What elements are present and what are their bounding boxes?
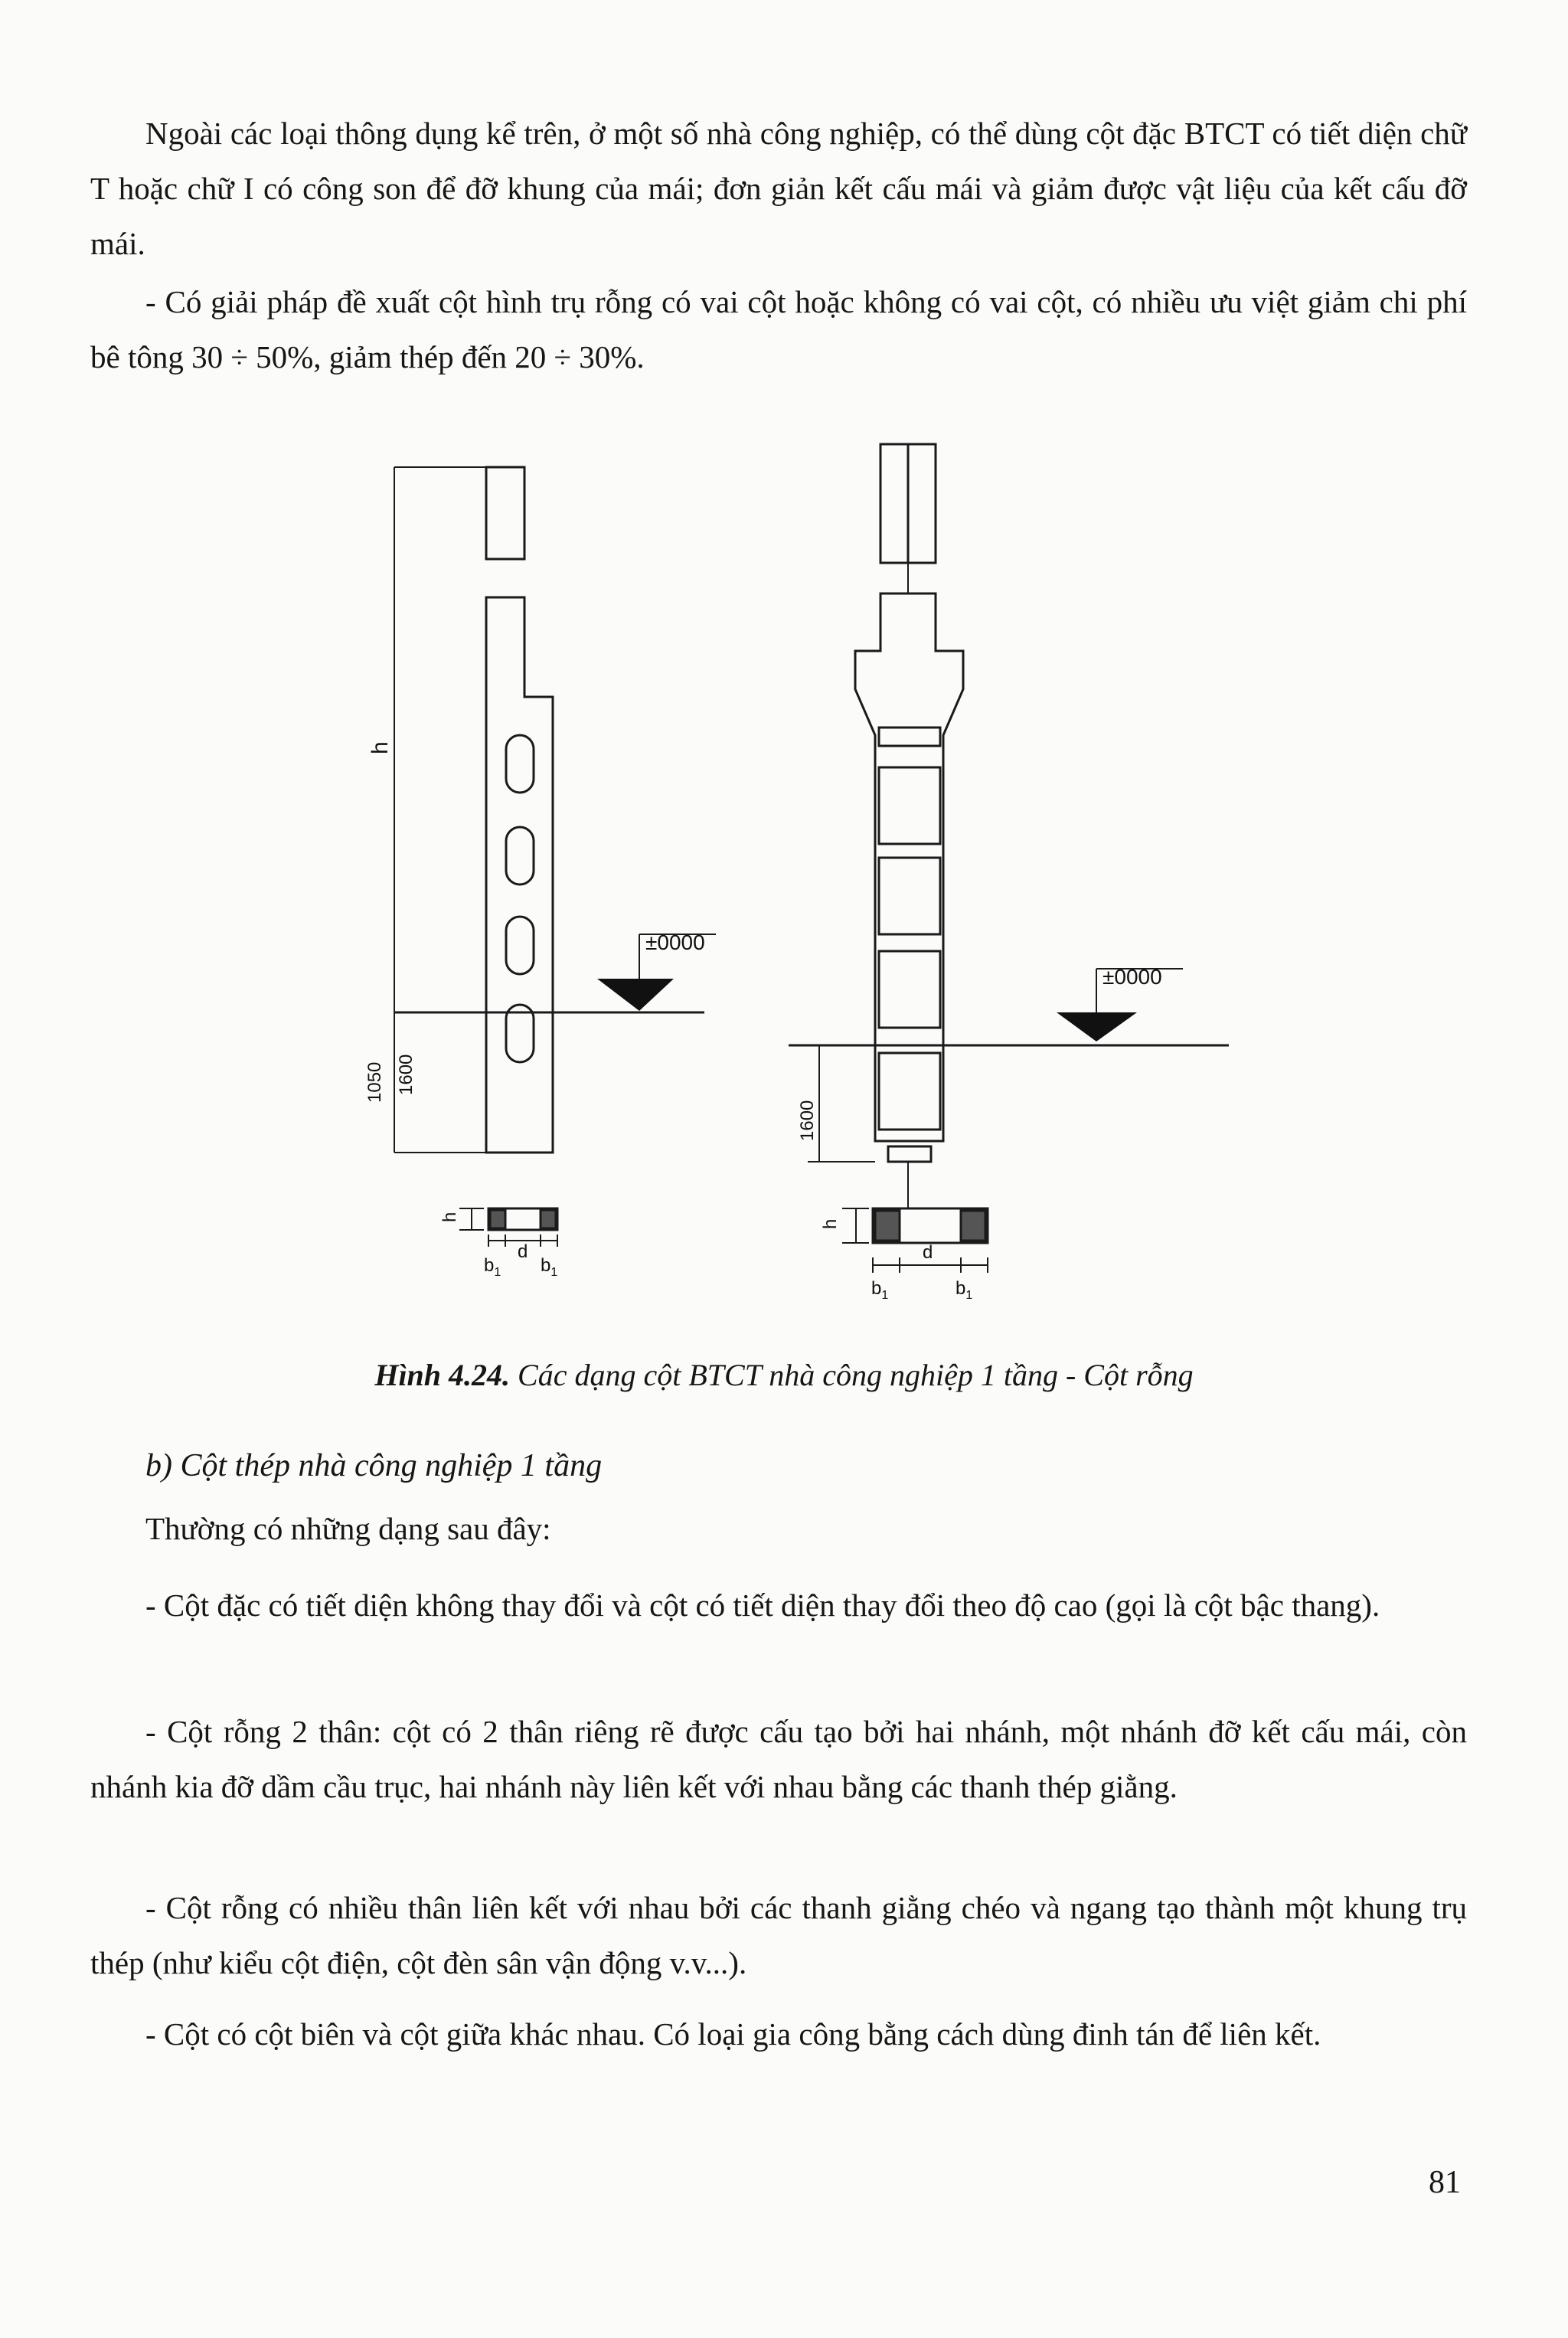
- left-section-d-label: d: [518, 1241, 528, 1262]
- right-section-d-label: d: [923, 1242, 933, 1263]
- left-level-label: ±0000: [645, 930, 705, 954]
- right-column-opening: [879, 858, 940, 934]
- page-number: 81: [1429, 2165, 1461, 2200]
- right-column-opening: [879, 951, 940, 1028]
- left-dim-h-label: h: [368, 741, 393, 754]
- figure-hollow-columns: [0, 429, 1568, 1325]
- paragraph-solid-columns: - Cột đặc có tiết diện không thay đổi và cột có tiết diện thay đổi theo độ cao (gọi là cột bậc thang).: [145, 1588, 1380, 1623]
- right-column-drawing: [789, 444, 1229, 1273]
- right-level-label: ±0000: [1102, 965, 1162, 989]
- right-level-triangle: [1057, 1012, 1137, 1041]
- figure-caption: [0, 1357, 1568, 1393]
- left-dim-1600-label: 1600: [396, 1054, 416, 1095]
- left-section-h-label: h: [439, 1212, 460, 1222]
- left-column-opening: [506, 735, 534, 793]
- right-dim-1600-label: 1600: [797, 1100, 818, 1141]
- left-dim-1050-label: 1050: [364, 1061, 385, 1103]
- left-column-opening: [506, 827, 534, 885]
- left-section-flange: [541, 1210, 556, 1228]
- left-section-flange: [490, 1210, 505, 1228]
- right-column-opening-small: [879, 728, 940, 746]
- right-section-b1-right: $b_1$: [956, 1278, 973, 1302]
- right-section-h-label: h: [820, 1218, 841, 1229]
- left-column-body: [486, 597, 553, 1153]
- column-drawing: [0, 429, 1568, 1325]
- left-section-b1-left: $b_1$: [484, 1255, 501, 1279]
- paragraph-two-branch-columns: - Cột rỗng 2 thân: cột có 2 thân riêng rẽ được cấu tạo bởi hai nhánh, một nhánh đỡ kết cấu mái, còn nhánh kia đỡ dầm cầu trục, hai nhánh này liên kết với nhau bằng các thanh thép giằng.: [90, 1714, 1467, 1804]
- left-column-opening: [506, 917, 534, 974]
- figure-number: Hình 4.24.: [374, 1358, 511, 1392]
- left-section-b1-right: $b_1$: [541, 1255, 558, 1279]
- right-column-opening: [879, 767, 940, 844]
- paragraph-edge-middle-columns: - Cột có cột biên và cột giữa khác nhau. Có loại gia công bằng cách dùng đinh tán để liên kết.: [145, 2016, 1321, 2052]
- paragraph-multi-branch-columns: - Cột rỗng có nhiều thân liên kết với nhau bởi các thanh giằng chéo và ngang tạo thành một khung trụ thép (như kiểu cột điện, cột đèn sân vận động v.v...).: [90, 1890, 1467, 1980]
- paragraph-intro: Ngoài các loại thông dụng kể trên, ở một số nhà công nghiệp, có thể dùng cột đặc BTCT có tiết diện chữ T hoặc chữ I có công son để đỡ khung của mái; đơn giản kết cấu mái và giảm được vật liệu của kết cấu đỡ mái.: [90, 116, 1467, 261]
- section-subheading: b) Cột thép nhà công nghiệp 1 tầng: [145, 1448, 603, 1483]
- right-section-flange: [875, 1211, 900, 1241]
- left-column-top-block: [486, 467, 524, 559]
- figure-caption-text: Các dạng cột BTCT nhà công nghiệp 1 tầng - Cột rỗng: [510, 1358, 1194, 1392]
- right-column-body: [855, 593, 963, 1141]
- left-level-triangle: [597, 979, 674, 1011]
- right-column-base-joint: [888, 1146, 931, 1162]
- right-section-b1-left: $b_1$: [871, 1278, 889, 1302]
- right-column-opening: [879, 1053, 940, 1130]
- left-column-drawing: [394, 467, 716, 1247]
- paragraph-forms-intro: Thường có những dạng sau đây:: [145, 1511, 551, 1546]
- right-section-flange: [961, 1211, 985, 1241]
- paragraph-hollow-column: - Có giải pháp đề xuất cột hình trụ rỗng có vai cột hoặc không có vai cột, có nhiều ưu việt giảm chi phí bê tông 30 ÷ 50%, giảm thép đến 20 ÷ 30%.: [90, 284, 1467, 374]
